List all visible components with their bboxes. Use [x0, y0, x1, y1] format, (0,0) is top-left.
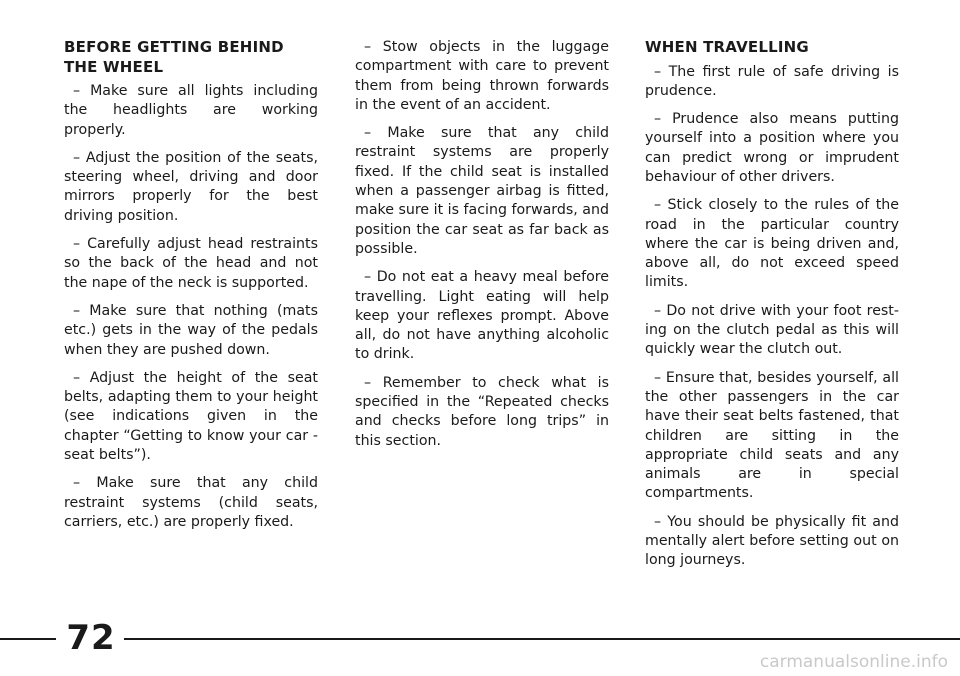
- column-3: [645, 38, 899, 580]
- paragraph: – Remember to check what is specified in the “Repeated checks and checks before long trips” in this section.: [355, 374, 609, 449]
- page-number: 72: [66, 618, 116, 658]
- paragraph: – Do not eat a heavy meal before travelling. Light eating will help keep your reflexes prompt. Above all, do not have anything alcoholic to drink.: [355, 269, 609, 363]
- paragraph: – Adjust the position of the seats, steering wheel, driving and door mirrors properly for the best driving position.: [64, 149, 318, 224]
- column-1: [64, 38, 318, 541]
- paragraph: – Stick closely to the rules of the road in the particular country where the car is being driven and, above all, do not exceed speed limits.: [645, 197, 899, 291]
- paragraph: – Do not drive with your foot resting on the clutch pedal as this will quickly wear the clutch out.: [645, 302, 899, 358]
- paragraph: – Carefully adjust head restraints so the back of the head and not the nape of the neck is supported.: [64, 236, 318, 291]
- paragraph: – Prudence also means putting yourself into a position where you can predict wrong or imprudent behaviour of other drivers.: [645, 111, 899, 185]
- paragraph: – Adjust the height of the seat belts, adapting them to your height (see indications given in the chapter “Getting to know your car - seat belts”).: [64, 369, 318, 464]
- paragraph: – You should be physically fit and mentally alert before setting out on long journeys.: [645, 513, 899, 569]
- watermark: carmanualsonline.info: [759, 652, 948, 672]
- section-heading: BEFORE GETTING BEHIND THE WHEEL: [64, 38, 284, 76]
- footer-rule-left: [0, 638, 56, 640]
- paragraph: – Make sure that any child restraint systems are properly fixed. If the child seat is installed when a passenger airbag is fitted, make sure it is facing forwards, and position the car seat as far back as possible.: [355, 125, 609, 257]
- footer-rule-right: [124, 638, 960, 640]
- section-heading: WHEN TRAVELLING: [645, 38, 809, 56]
- paragraph: – Make sure that nothing (mats etc.) gets in the way of the pedals when they are pushed down.: [64, 302, 318, 358]
- paragraph: – Make sure all lights including the headlights are working properly.: [64, 83, 318, 138]
- column-2: [355, 38, 609, 460]
- paragraph: – Make sure that any child restraint systems (child seats, carriers, etc.) are properly fixed.: [64, 475, 318, 530]
- paragraph: – Ensure that, besides yourself, all the other passengers in the car have their seat belts fastened, that children are sitting in the appropriate child seats and any animals are in special compartments.: [645, 369, 899, 502]
- paragraph: – The first rule of safe driving is prudence.: [645, 63, 899, 99]
- paragraph: – Stow objects in the luggage compartment with care to prevent them from being thrown forwards in the event of an accident.: [355, 39, 609, 113]
